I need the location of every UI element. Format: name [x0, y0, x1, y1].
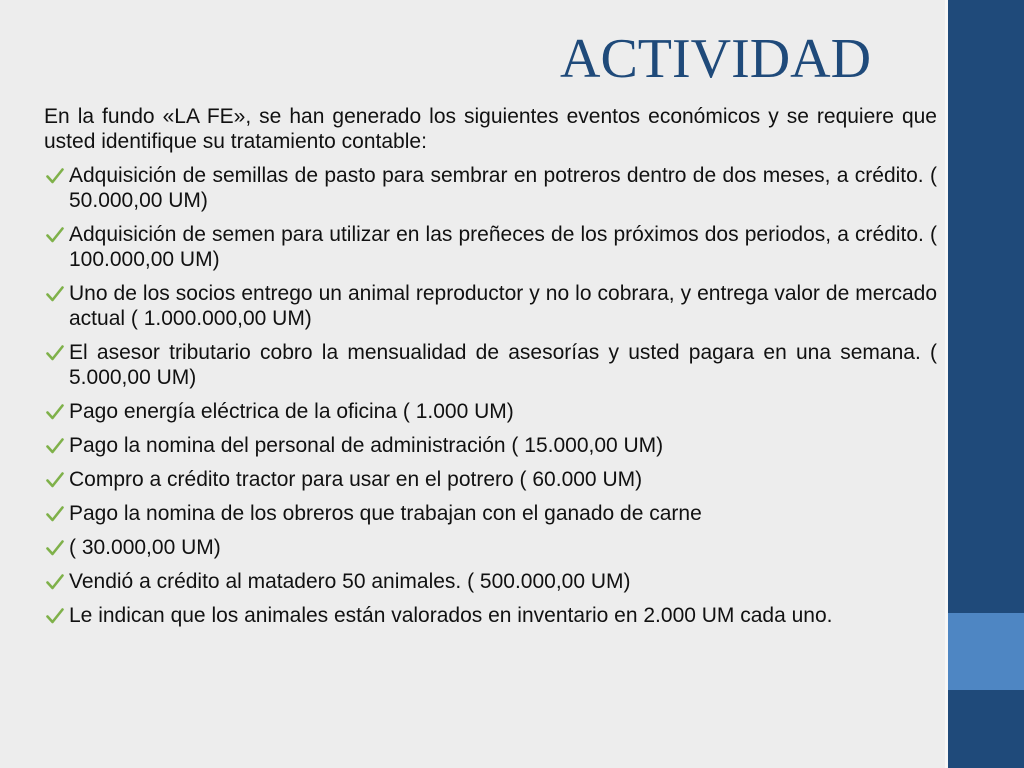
slide-body: [44, 104, 937, 637]
checkmark-icon: [46, 572, 64, 590]
list-item: [44, 467, 937, 492]
checkmark-icon: [46, 504, 64, 522]
list-item-text: Adquisición de semillas de pasto para sembrar en potreros dentro de dos meses, a crédito. ( 50.000,00 UM): [69, 164, 937, 212]
checkmark-icon: [46, 225, 64, 243]
list-item-text: Pago la nomina del personal de administración ( 15.000,00 UM): [69, 434, 664, 457]
list-item: [44, 433, 937, 458]
list-item-text: Pago energía eléctrica de la oficina ( 1.000 UM): [69, 400, 514, 423]
list-item-text: Pago la nomina de los obreros que trabajan con el ganado de carne: [69, 502, 702, 525]
list-item-text: ( 30.000,00 UM): [69, 536, 221, 559]
checkmark-icon: [46, 538, 64, 556]
list-item: [44, 535, 937, 560]
checkmark-icon: [46, 470, 64, 488]
list-item: [44, 222, 937, 272]
checkmark-icon: [46, 436, 64, 454]
checkmark-icon: [46, 343, 64, 361]
side-band-divider: [945, 0, 948, 768]
list-item: [44, 569, 937, 594]
list-item-text: Vendió a crédito al matadero 50 animales. ( 500.000,00 UM): [69, 570, 631, 593]
side-band-accent: [948, 613, 1024, 690]
checkmark-icon: [46, 284, 64, 302]
checklist: [44, 163, 937, 628]
side-band-bottom: [948, 690, 1024, 768]
list-item: [44, 603, 937, 628]
list-item: [44, 281, 937, 331]
checkmark-icon: [46, 166, 64, 184]
list-item: [44, 501, 937, 526]
side-band-top: [948, 0, 1024, 613]
checkmark-icon: [46, 606, 64, 624]
list-item-text: Uno de los socios entrego un animal reproductor y no lo cobrara, y entrega valor de mercado actual ( 1.000.000,00 UM): [69, 282, 937, 330]
list-item-text: Compro a crédito tractor para usar en el potrero ( 60.000 UM): [69, 468, 643, 491]
list-item: [44, 340, 937, 390]
intro-paragraph: En la fundo «LA FE», se han generado los siguientes eventos económicos y se requiere que usted identifique su tratamiento contable:: [44, 105, 937, 153]
list-item-text: Le indican que los animales están valorados en inventario en 2.000 UM cada uno.: [69, 604, 833, 627]
list-item: [44, 163, 937, 213]
list-item-text: Adquisición de semen para utilizar en las preñeces de los próximos dos periodos, a crédito. ( 100.000,00 UM): [69, 223, 937, 271]
checkmark-icon: [46, 402, 64, 420]
list-item: [44, 399, 937, 424]
list-item-text: El asesor tributario cobro la mensualidad de asesorías y usted pagara en una semana. ( 5.000,00 UM): [69, 341, 937, 389]
slide-title: ACTIVIDAD: [560, 28, 872, 90]
